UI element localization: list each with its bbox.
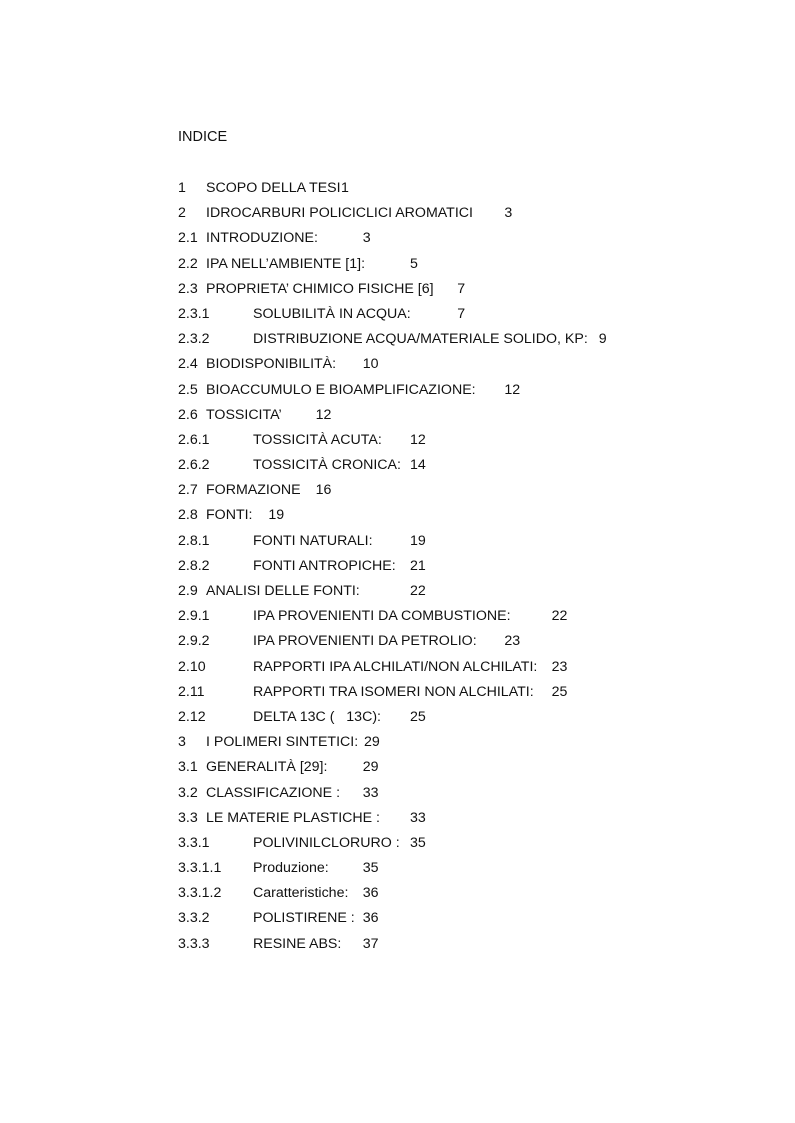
toc-entry-page: 35 [410, 834, 426, 851]
toc-entry-number: 2.11 [178, 683, 205, 700]
toc-entry-page: 7 [457, 305, 466, 322]
toc-entry-page: 29 [362, 759, 379, 776]
toc-entry[interactable] [178, 733, 738, 758]
toc-entry[interactable] [178, 305, 738, 330]
toc-entry-title: BIOACCUMULO E BIOAMPLIFICAZIONE: [206, 381, 476, 398]
toc-entry[interactable] [178, 179, 738, 204]
toc-entry[interactable] [178, 431, 738, 456]
toc-entry-page: 25 [410, 708, 426, 725]
toc-entry-title: IDROCARBURI POLICICLICI AROMATICI [206, 205, 473, 222]
toc-entry-page: 23 [551, 658, 568, 675]
toc-entry-number: 3.3.1 [178, 834, 210, 851]
toc-entry-page: 9 [598, 331, 607, 348]
toc-entry[interactable] [178, 456, 738, 481]
toc-entry-title: FONTI: [206, 507, 253, 524]
toc-entry[interactable] [178, 229, 738, 254]
toc-entry-page: 12 [504, 381, 521, 398]
toc-entry[interactable] [178, 859, 738, 884]
page-title: INDICE [178, 129, 228, 145]
toc-entry[interactable] [178, 784, 738, 809]
toc-entry-title: Produzione: [253, 860, 329, 877]
toc-entry-title: IPA PROVENIENTI DA COMBUSTIONE: [253, 608, 511, 625]
toc-entry[interactable] [178, 809, 738, 834]
toc-entry-page: 7 [457, 280, 466, 297]
toc-entry-page: 29 [364, 734, 380, 751]
toc-entry[interactable] [178, 884, 738, 909]
toc-entry[interactable] [178, 758, 738, 783]
toc-entry-number: 2.3.1 [178, 305, 210, 322]
toc-entry-title: GENERALITÀ [29]: [206, 759, 328, 776]
toc-entry-title: BIODISPONIBILITÀ: [206, 356, 337, 373]
toc-entry-page: 1 [341, 180, 349, 196]
toc-entry[interactable] [178, 909, 738, 934]
toc-entry-title: DISTRIBUZIONE ACQUA/MATERIALE SOLIDO, KP: [253, 331, 588, 348]
toc-entry-number: 2.3 [178, 280, 198, 297]
toc-entry-page: 33 [410, 809, 426, 826]
toc-entry-page: 12 [410, 431, 426, 448]
toc-entry-number: 2.5 [178, 381, 198, 398]
toc-entry[interactable] [178, 506, 738, 531]
toc-entry-title: ANALISI DELLE FONTI: [206, 583, 360, 599]
toc-entry-number: 2.10 [178, 658, 206, 675]
toc-entry-number: 3.3.1.1 [178, 860, 222, 877]
toc-entry-page: 3 [362, 230, 371, 247]
toc-entry-number: 2.2 [178, 255, 198, 272]
toc-entry-number: 3.3.2 [178, 910, 210, 927]
toc-entry[interactable] [178, 708, 738, 733]
toc-entry[interactable] [178, 204, 738, 229]
toc-entry-title: TOSSICITA’ [206, 406, 282, 423]
toc-entry-number: 2.8 [178, 507, 198, 524]
toc-entry-title: PROPRIETA’ CHIMICO FISICHE [6] [206, 280, 434, 297]
toc-entry-number: 3 [178, 734, 186, 751]
toc-entry-title: SOLUBILITÀ IN ACQUA: [253, 305, 411, 322]
toc-entry-title: LE MATERIE PLASTICHE : [206, 809, 380, 826]
toc-entry-page: 37 [362, 935, 379, 952]
toc-entry-title: RAPPORTI IPA ALCHILATI/NON ALCHILATI: [253, 658, 538, 675]
toc-entry-title: POLIVINILCLORURO : [253, 834, 400, 851]
toc-entry-page: 10 [362, 356, 379, 373]
toc-entry-number: 2.7 [178, 482, 198, 499]
toc-entry[interactable] [178, 658, 738, 683]
toc-entry-title: IPA PROVENIENTI DA PETROLIO: [253, 633, 477, 650]
toc-entry[interactable] [178, 381, 738, 406]
toc-entry[interactable] [178, 280, 738, 305]
toc-entry-title: DELTA 13C ( 13C): [253, 708, 381, 725]
toc-entry-number: 2.12 [178, 708, 206, 725]
toc-entry-number: 2.3.2 [178, 331, 210, 348]
toc-entry[interactable] [178, 355, 738, 380]
toc-entry-number: 3.2 [178, 784, 198, 801]
toc-entry-title: Caratteristiche: [253, 885, 349, 902]
toc-entry-title: FONTI NATURALI: [253, 532, 373, 549]
toc-entry-title: FORMAZIONE [206, 482, 301, 499]
toc-entry-title: SCOPO DELLA TESI [206, 180, 341, 196]
toc-entry[interactable] [178, 481, 738, 506]
toc-entry-number: 3.3 [178, 809, 198, 826]
toc-entry-number: 2 [178, 205, 186, 222]
table-of-contents [178, 179, 738, 960]
toc-entry-title: RESINE ABS: [253, 935, 342, 952]
toc-entry-page: 16 [315, 482, 332, 499]
toc-entry-title: IPA NELL’AMBIENTE [1]: [206, 255, 366, 272]
toc-entry[interactable] [178, 935, 738, 960]
toc-entry-title: CLASSIFICAZIONE : [206, 784, 341, 801]
toc-entry-number: 2.1 [178, 230, 198, 247]
toc-entry-number: 2.9.2 [178, 633, 210, 650]
toc-entry-page: 33 [362, 784, 379, 801]
toc-entry-page: 14 [410, 457, 426, 474]
toc-entry-page: 19 [268, 507, 285, 524]
toc-entry-number: 2.8.2 [178, 557, 210, 574]
toc-entry-title: TOSSICITÀ CRONICA: [253, 457, 401, 474]
toc-entry-title: TOSSICITÀ ACUTA: [253, 431, 382, 448]
toc-entry-page: 35 [362, 860, 379, 877]
toc-entry[interactable] [178, 532, 738, 557]
toc-entry-page: 23 [504, 633, 521, 650]
toc-entry[interactable] [178, 255, 738, 280]
toc-entry-number: 3.1 [178, 759, 198, 776]
toc-entry-number: 2.6 [178, 406, 198, 423]
toc-entry-number: 3.3.1.2 [178, 885, 222, 902]
toc-entry-page: 5 [410, 255, 418, 272]
toc-entry-number: 2.6.1 [178, 431, 210, 448]
toc-entry[interactable] [178, 683, 738, 708]
toc-entry-number: 2.4 [178, 356, 198, 373]
toc-entry[interactable] [178, 834, 738, 859]
toc-entry-page: 22 [551, 608, 568, 625]
toc-entry[interactable] [178, 582, 738, 607]
toc-entry-page: 22 [410, 583, 426, 599]
toc-entry-number: 2.8.1 [178, 532, 210, 549]
toc-entry-number: 2.9 [178, 583, 198, 599]
toc-entry-page: 21 [410, 557, 426, 574]
toc-entry-page: 12 [315, 406, 332, 423]
toc-entry[interactable] [178, 330, 738, 355]
toc-entry-number: 3.3.3 [178, 935, 210, 952]
toc-entry-number: 2.6.2 [178, 457, 210, 474]
toc-entry-page: 36 [362, 910, 379, 927]
toc-entry[interactable] [178, 607, 738, 632]
toc-entry[interactable] [178, 557, 738, 582]
toc-entry-number: 2.9.1 [178, 608, 210, 625]
toc-entry-title: I POLIMERI SINTETICI: [206, 734, 359, 751]
toc-entry-title: INTRODUZIONE: [206, 230, 318, 247]
toc-entry[interactable] [178, 406, 738, 431]
toc-entry-title: RAPPORTI TRA ISOMERI NON ALCHILATI: [253, 683, 534, 700]
toc-entry-page: 3 [504, 205, 513, 222]
toc-entry-page: 25 [551, 683, 568, 700]
toc-entry[interactable] [178, 632, 738, 657]
toc-entry-title: POLISTIRENE : [253, 910, 355, 927]
toc-entry-title: FONTI ANTROPICHE: [253, 557, 396, 574]
toc-entry-page: 36 [362, 885, 379, 902]
toc-entry-number: 1 [178, 180, 186, 196]
toc-entry-page: 19 [410, 532, 426, 549]
